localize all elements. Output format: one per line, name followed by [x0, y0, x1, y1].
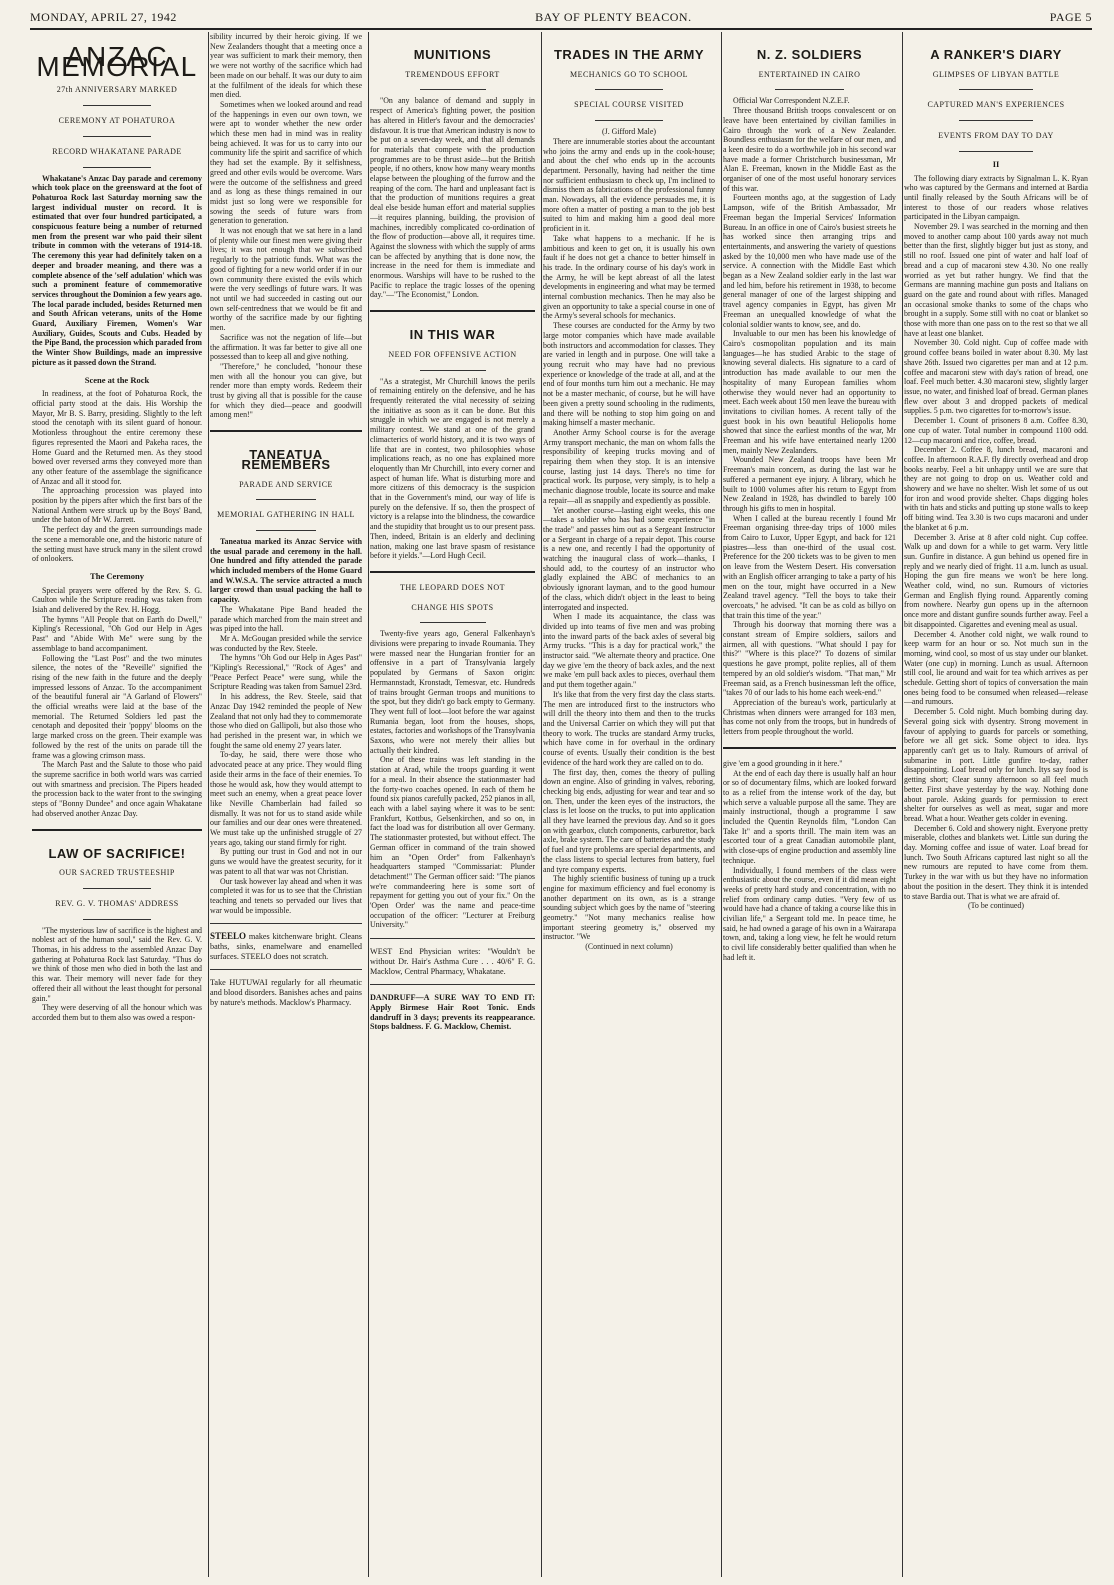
article-paragraph: November 30. Cold night. Cup of coffee made with ground coffee beans boiled in water about 8.30. My last shave 26th. Issued two cigarettes per man and at 12 p.m. coffee and macaroni stew with day's ration of bread, one loaf. Feel much better. 4.30 macaroni stew, slightly larger issue, no water, and finished loaf of bread. German planes flew over about 3 and dropped packets of medical supplies. 5 p.m. two cigarettes for to-morrow's issue.	[904, 338, 1088, 416]
masthead-page-number: PAGE 5	[1049, 10, 1092, 24]
deck-change-spots: CHANGE HIS SPOTS	[411, 602, 494, 612]
article-paragraph: Sometimes when we looked around and read of the happenings in even our own town, we were apt to wonder whether the new order which these men had in mind was in reality being achieved. It was for us to carry into our community life the spirit and sacrifice of which they had set the example. By it selfishness, greed and other evils would be overcome. Wars were the outcome of the selfishness and greed and as long as these things remained in our midst just so long were we responsible for sowing the seeds of future wars from generation to generation.	[210, 99, 362, 226]
section-rule	[723, 747, 896, 749]
headline-rankers-diary: A RANKER'S DIARY	[930, 47, 1062, 62]
article-paragraph: To-day, he said, there were those who advocated peace at any price. They would fling aside their arms in the face of their enemies. To those he would ask, how they would attempt to meet such an enemy, when a great peace lover like Neville Chamberlain had failed so dismally. It was not for us to stand aside while our families and our dear ones were threatened. We must take up the unfinished struggle of 27 years ago, taking our stand firmly for right.	[210, 750, 362, 847]
divider	[83, 888, 151, 889]
article-paragraph: December 3. Arise at 8 after cold night. Cup coffee. Walk up and down for a while to get warm. Very little sun. Gunfire in distance. A gun behind us opened fire in reply and we nearly died of fright. 11 a.m. lunch as usual. Hoping the gun fire means we won't be here long. Weather cold, wind, no sun. Rumours of victories German and English flying round. Apparently coming from nowhere. Nearby gun opens up in the afternoon once more and distant gunfire sounds further away. Feel a bit disappointed. Cigarettes and evening meal as usual.	[904, 532, 1088, 629]
deck-record-parade: RECORD WHAKATANE PARADE	[52, 146, 182, 156]
ad-rule	[210, 923, 362, 924]
column-munitions	[370, 32, 542, 1577]
article-paragraph: These courses are conducted for the Army by two large motor companies which have made available both instructors and accommodation for classes. They are varied in length and in purpose. One will take a young recruit who may have had no previous experience or knowledge of the trade at all, and at the end of four months turn him out a mechanic. He may not be a master mechanic, of course, but he will have been given a pretty sound schooling in the rudiments, and there will be nothing to stop him going on and making himself a master mechanic.	[543, 321, 715, 428]
divider	[256, 530, 317, 531]
article-paragraph: give 'em a good grounding in it here."	[723, 758, 843, 768]
article-paragraph: When I called at the bureau recently I found Mr Freeman organising three-day trips of 1000 miles from Cairo to Luxor, Upper Egypt, and back for 121 piastres—less than one-third of the usual cost. Preference for the 200 tickets was to be given to men on leave from the Western Desert. His conversation with an English officer arranging to take a party of his men on the tour, might have occurred in a New Zealand travel agency. "Tell the boys to take their overcoats," he advised. "It can be as cold as billyo on that train this time of the year."	[723, 513, 896, 620]
ad-text: makes kitchenware bright. Cleans baths, sinks, enamelware and enamelled surfaces. STEELO does not scratch.	[210, 932, 362, 961]
deck-ceremony-pohaturoa: CEREMONY AT POHATUROA	[58, 116, 176, 126]
headline-trades-in-army: TRADES IN THE ARMY	[553, 47, 705, 62]
article-paragraph: December 2. Coffee 8, lunch bread, macaroni and coffee. In afternoon R.A.F. fly directly overhead and drop books nearby. Feel a bit unhappy until we are sure that they are not going to drop on us. Weather cold and showery and we have no shelter. Wish let some of us out for iron and wood provide shelter. Chaps digging holes with tin hats and sticks and putting up stone walls to keep off biting wind. Tea 3.30 is two cups macaroni and under the blanket at 6 p.m.	[904, 445, 1088, 532]
article-paragraph: December 6. Cold and showery night. Everyone pretty miserable, clothes and blankets wet. Little sun during the day. Morning coffee and issue of water. Loaf bread for lunch. Two South Africans captured last night so all the new rumours are reputed to have come from them. Turkey in the war with us but they have no information about the position in the desert. They think it is intended to stave Bardia out. That is what we are afraid of.	[904, 823, 1088, 901]
article-paragraph: Appreciation of the bureau's work, particularly at Christmas when dinners were arranged for 183 men, has come not only from the troops, but in hundreds of letters from people throughout the world.	[723, 698, 896, 737]
divider	[83, 919, 151, 920]
divider	[420, 370, 486, 371]
article-paragraph: Sacrifice was not the negation of life—but the affirmation. It was far better to give all one possessed than to keep all and give nothing.	[210, 332, 362, 362]
article-paragraph: Our task however lay ahead and when it was completed it was for us to see that the Christian teaching and tenets so pervaded our lives that war would be impossible.	[210, 876, 362, 915]
article-paragraph: Wounded New Zealand troops have been Mr Freeman's main concern, as during the last war he suffered a permanent eye injury. A library, which he built to 1000 volumes after his return to Egypt from New Zealand in 1928, has dwindled to barely 100 through his gifts to men in hospital.	[723, 455, 896, 513]
divider	[959, 151, 1033, 152]
continued-note: (Continued in next column)	[585, 942, 673, 952]
article-paragraph: sibility incurred by their heroic giving. If we New Zealanders thought that a meeting once a year was sufficient to mark their memory, then we were not worthy of the sacrifice which had been made on our behalf. It was our duty to aim at the fulfilment of the ideals for which these men died.	[210, 32, 362, 100]
deck-parade-service: PARADE AND SERVICE	[239, 479, 333, 489]
masthead	[30, 6, 1092, 30]
headline-munitions: MUNITIONS	[413, 47, 492, 62]
divider	[959, 89, 1033, 90]
article-paragraph: Yet another course—lasting eight weeks, this one—takes a soldier who has had some experience "in the trade" and passes him out as a Sergeant Instructor or a Sergeant in charge of a repair depot. This course is a new one, and recently I had the opportunity of watching the inaugural class of work—thanks, I should add, to the courtesy of an instructor who gladly explained the ABC of mechanics to an obviously ignorant layman, and to the good humour of the class, which didn't object in the least to being interrogated and inspected.	[543, 505, 715, 612]
article-paragraph: December 4. Another cold night, we walk round to keep warm for an hour or so. Not much sun in the morning, wind cool, so most of us stay under our blanket. Water (one cup) in morning. Lunch as usual. Afternoon still cool, lie around and wait for tea which arrives as per schedule. Getting short of topics of conversation the main ones being food to be consumed when released—release—and rumours.	[904, 629, 1088, 707]
article-paragraph: By putting our trust in God and not in our guns we would have the greatest security, for it was patent to all that war was not Christian.	[210, 847, 362, 876]
advertisement-dandruff: DANDRUFF—A SURE WAY TO END IT: Apply Birmese Hair Root Tonic. Ends dandruff in 3 days; prevents its reappearance. Stops baldness. F. G. Macklow, Chemist.	[370, 993, 535, 1032]
divider	[420, 622, 486, 623]
deck-sacred-trusteeship: OUR SACRED TRUSTEESHIP	[59, 868, 175, 878]
article-paragraph: In readiness, at the foot of Pohaturoa Rock, the official party stood at the dais. His Worship the Mayor, Mr B. S. Barry, presiding. Slightly to the left stood the cenotaph with its silent guard of honour. Motionless throughout the entire ceremony these figures represented the Maori and Pakeha races, the Home Guard and the Returned men. As they stood bowed over reversed arms they conveyed more than any other feature of the assemblage the significance of Anzac and all it stood for.	[32, 389, 202, 486]
headline-taneatua-remembers: TANEATUA REMEMBERS	[241, 447, 331, 472]
article-paragraph: The first day, then, comes the theory of pulling down an engine. Also of grinding in valves, reboring, checking big ends, adjusting for wear and tear and so on. Then, under the keen eyes of the instructors, the class is let loose on the trucks, to put into application all they have learned the previous day. And so it goes on with gearbox, clutch components, carburettor, back axle, brake system. The care of batteries and the study of fuel and tyre problems are special departments, and the class listens to special lectures from battery, fuel and tyre company experts.	[543, 767, 715, 874]
article-paragraph: Take what happens to a mechanic. If he is ambitious and keen to get on, it is usually his own fault if he does not get a chance to better himself in his trade. In the ordinary course of his day's work in the Army, he will be kept abreast of all the latest developments in engineering and what may be termed internal combustion mechanics. Then he may also be given an opportunity to take a special course in one of the Army's several schools for mechanics.	[543, 233, 715, 321]
article-paragraph: It's like that from the very first day the class starts. The men are introduced first to the instructors who will drill the theory into them and then to the trucks and the Universal Carrier on which they will put that theory to work. The trucks are standard Army trucks, which have come in for overhaul in the ordinary course of events. Usually their condition is the best evidence of the hard work they are called on to do.	[543, 689, 715, 767]
headline-anzac-memorial: ANZAC MEMORIAL	[36, 41, 198, 82]
column-anzac-memorial	[32, 32, 209, 1577]
divider	[959, 120, 1033, 121]
article-paragraph: Another Army School course is for the average Army transport mechanic, the man on whom falls the responsibility of keeping trucks moving and of repairing them when they stop. It is an intensive course, lasting just 14 days. There's no time for practical work. Its purpose, very simply, is to help a mechanic diagnose trouble, locate its source and make a repair—all as snappily and expediently as possible.	[543, 427, 715, 505]
masthead-paper-title: BAY OF PLENTY BEACON.	[535, 10, 692, 24]
lead-paragraph: Taneatua marked its Anzac Service with the usual parade and ceremony in the hall. One hundred and fifty attended the parade which included members of the Home Guard and W.W.S.A. The service attracted a much larger crowd than usual packing the hall to capacity.	[210, 536, 362, 605]
deck-special-course: SPECIAL COURSE VISITED	[574, 100, 684, 110]
article-paragraph: "On any balance of demand and supply in respect of America's fighting power, the position has altered in Hitler's favour and the democracies' disfavour. It is true that American industry is now to be put on a seven-day week, and that all demands for materials that compete with the production programmes are to be thrust aside—but the British people, if no others, know how many weary months elapse between the ploughing of the furrow and the reaping of the corn. The hard and unpleasant fact is that the production of munitions requires a great deal else beside human effort and material supplies—it requires planning, building, the provision of machines, incredibly complicated co-ordination of the flow of production—above all, it requires time. Against the slowness with which the supply of arms can be affected by anything that is done now, the increase in the need for them is immediate and enormous. Warships will have to be rushed to the Pacific to replace the tragic losses of the opening day."—"The Economist," London.	[370, 96, 535, 300]
article-paragraph: The March Past and the Salute to those who paid the supreme sacrifice in both world wars was carried out with smartness and precision. The Pipers headed the procession back to the water front to the swinging steps of "Bonny Dundee" and once again Whakatane had observed another Anzac Day.	[32, 760, 202, 818]
column-sacrifice-taneatua	[210, 32, 369, 1577]
column-rankers-diary	[904, 32, 1088, 1577]
column-trades-in-army	[543, 32, 722, 1577]
advertisement-asthma-cure: WEST End Physician writes: "Wouldn't be without Dr. Hair's Asthma Cure . . . 40/6" F. G. Macklow, Central Pharmacy, Whakatane.	[370, 947, 535, 976]
deck-tremendous-effort: TREMENDOUS EFFORT	[405, 69, 500, 79]
article-paragraph: They were deserving of all the honour which was accorded them but to them also was owed a respon-	[32, 1003, 202, 1022]
article-paragraph: The hymns "Oh God our Help in Ages Past" "Kipling's Recessional," "Rock of Ages" and "Peace Perfect Peace" were sung, while the Scripture Reading was taken from Samuel 23rd.	[210, 653, 362, 692]
headline-law-of-sacrifice: LAW OF SACRIFICE!	[48, 845, 186, 861]
article-paragraph: "As a strategist, Mr Churchill knows the perils of remaining entirely on the defensive, and he has frequently reiterated the vital necessity of seizing the initiative as soon as it can be done. But this struggle in which we are engaged is not merely a military contest. We stand at one of the grand climacterics of world history, and it is two ways of life that are in contest, two philosophies whose implications reach, as no one has explained more eloquently than Mr Churchill, into every corner and aspect of human life. What is disturbing more and more citizens of this democracy is the suspicion that in the Government's mind, our way of life is purely on the defensive. If so, then the prospect of victory is a relapse into the blindness, the cowardice and the stupidity that brought us to our present pass. Then, indeed, Britain is an elderly and declining nation, making one last brave spasm of resistance before it yields."—Lord Hugh Cecil.	[370, 376, 535, 561]
ad-rule	[210, 969, 362, 970]
continued-note: (To be continued)	[968, 901, 1024, 911]
ad-rule	[370, 984, 535, 985]
article-paragraph: At the end of each day there is usually half an hour or so of documentary films, which are looked forward to as a relief from the intense work of the day, but which serve a valuable purpose all the same. They are mainly instructional, though a programme I saw included the Quentin Reynolds film, "London Can Take It" and a sports thrill. The main item was an escorted tour of a great Canadian automobile plant, with close-ups of engine production and assembly line technique.	[723, 768, 896, 865]
byline: Official War Correspondent N.Z.E.F.	[733, 96, 850, 106]
ad-rule	[370, 938, 535, 939]
article-paragraph: One of these trains was left standing in the station at Arad, while the troops guarding it went for a meal. In their absence the stationmaster had the forty-two coaches opened. In each of them he found six pianos carefully packed, 252 pianos in all, each with a label saying where it was to be sent: Frankfurt, Kottbus, Gelsenkirchen, and so on, in fact the load was for distribution all over Germany. The stationmaster protested, but without effect. The German officer in command of the train showed him an "Open Order" from Falkenhayn's headquarters stamped "Commissariat: Plunder detachment!" The German officer said: "The pianos we're commandeering here is some sort of repayment for getting you out of your fix." On the 'Open Order' was the name and peace-time occupation of the officer: "Lecturer at Freiburg University."	[370, 755, 535, 930]
advertisement-steelo	[210, 932, 362, 961]
article-paragraph: December 5. Cold night. Much bombing during day. Several going sick with dysentry. Strong movement in favour of applying to guards for parcels or something, before we all get sick. Some object to idea. Itys apparently can't get us to Italy. Rumours of arrival of submarine in port. Little gunfire to-day, rather disappointing. Loaf bread only for lunch. Itys say food is getting short; Clear sunny afternoon so all feel much better. First shave yesterday by the way. Nothing done about parole. Asking guards for permission to erect shelter for ourselves as well as meat, sugar and more bread. What a hour. Weather gets colder in evening.	[904, 707, 1088, 823]
deck-mechanics-school: MECHANICS GO TO SCHOOL	[569, 69, 689, 79]
lead-paragraph: Whakatane's Anzac Day parade and ceremony which took place on the greensward at the foot of Pohaturoa Rock last Saturday morning saw the largest individual muster on record. It is estimated that over four hundred participated, a conspicuous feature being a number of returned men from the present war who paid their silent tribute in common with the veterans of 1914-18. The ceremony this year had definitely taken on a deeper and broader meaning, and there was a complete absence of the 'self adulation' which was such a prominent feature of commemorative services throughout the Dominion a few years ago. The local parade included, besides Returned men and South African veterans, units of the Home Guard, Auxiliary Firemen, Women's War Auxiliary, Guides, Scouts and Cubs. Headed by the Pipe Band, the procession which paraded from the Winter Show Buildings, made an impressive picture as it passed down the Strand.	[32, 173, 202, 367]
subhead-scene-at-rock: Scene at the Rock	[84, 374, 150, 385]
article-paragraph: December 1. Count of prisoners 8 a.m. Coffee 8.30, one cup of water. Total number in compound 1100 odd. 12—cup macaroni and rice, coffee, bread.	[904, 416, 1088, 445]
article-paragraph: The approaching procession was played into position by the pipers after which the first bars of the National Anthem were struck up by the Boys' Band, under the baton of Mr W. Jarrett.	[32, 486, 202, 525]
divider	[83, 167, 151, 168]
article-paragraph: It was not enough that we sat here in a land of plenty while our finest men were giving their lives; it was not enough that we subscribed regularly to the patriotic funds. What was the good of fighting for a new world order if in our own community there existed the evils which were the very seedlings of future wars. It was not until we had succeeded in casting out our own self-centredness that we would be fit and worthy of the sacrifice made by our fighting men.	[210, 226, 362, 333]
article-paragraph: The Whakatane Pipe Band headed the parade which marched from the main street and was piped into the hall.	[210, 604, 362, 634]
advertisement-hutuwai: Take HUTUWAI regularly for all rheumatic and blood disorders. Banishes aches and pains by nature's methods. Macklow's Pharmacy.	[210, 978, 362, 1007]
article-paragraph: Through his doorway that morning there was a constant stream of Empire soldiers, sailors and airmen, all with questions. "What should I pay for this?" "Where is this place?" To dozens of similar questions he gave prompt, polite replies, all of them tempered by an old soldier's wisdom. "That man," Mr Freeman said, as a French businessman left the office, "takes 70 of our lads to his home each week-end."	[723, 620, 896, 698]
deck-offensive-action: NEED FOR OFFENSIVE ACTION	[388, 349, 517, 359]
article-paragraph: Mr A. McGougan presided while the service was conducted by the Rev. Steele.	[210, 633, 362, 653]
article-paragraph: "The mysterious law of sacrifice is the highest and noblest act of the human soul," said the Rev. G. V. Thomas, in his address to the assembled Anzac Day gathering at Pohaturoa Rock last Saturday. "Thus do we think of those men who died in both the last and this war. Their memory will never fade for they offered their all without the least thought for personal gain."	[32, 925, 202, 1003]
divider	[595, 89, 664, 90]
article-paragraph: In his address, the Rev. Steele, said that Anzac Day 1942 reminded the people of New Zealand that not only had they to commemorate those who died on Gallipoli, but also those who had perished in the present war, in which we fought the same old enemy 27 years later.	[210, 692, 362, 750]
article-paragraph: The highly scientific business of tuning up a truck engine for maximum efficiency and fuel economy is another department on its own, as is a strange sounding subject which goes by the name of "steering geometry." "Not many mechanics realise how important steering geometry is," observed my instructor. "We	[543, 874, 715, 942]
article-paragraph: "Therefore," he concluded, "honour these men with all the honour you can give, but render more than empty words. Redeem their trust by giving all that is possible for the cause for which they died—peace and goodwill among men!"	[210, 361, 362, 420]
column-nz-soldiers	[723, 32, 903, 1577]
masthead-date: MONDAY, APRIL 27, 1942	[30, 10, 177, 24]
article-paragraph: Invaluable to our men has been his knowledge of Cairo's cosmopolitan population and its main languages—he has studied Arabic to the stage of knowing several dialects. His signature to a card of introduction has made available to our men the hospitality of many European families whom otherwise they would never had an opportunity to meet. Each week about 150 men leave the bureau with invitations to civilian homes. A recent tally of the guest book in his own beautiful Heliopolis home showed that since the earliest months of the war, Mr Freeman and his wife have entertained nearly 1200 men, mainly New Zealanders.	[723, 329, 896, 455]
article-paragraph: Individually, I found members of the class were enthusiastic about the course, even if it did mean eight weeks of pretty hard study and concentration, with no relief from ordinary camp duties. "Very few of us would have had a chance of taking a course like this in civilian life," a Sergeant told me. In peace time, he said, he had owned a garage of his own in a Wairarapa town, and, taking a long view, he felt he would return to civil life considerably better qualified than when he had left it.	[723, 865, 896, 962]
subhead-the-ceremony: The Ceremony	[90, 570, 144, 581]
section-rule	[32, 829, 202, 831]
divider	[775, 89, 844, 90]
byline: (J. Gifford Male)	[602, 127, 656, 137]
article-paragraph: There are innumerable stories about the accountant who joins the army and ends up in the cook-house; and about the chef who ends up in the accounts department. Personally, having had neither the time nor sufficient enthusiasm to check up, I'm inclined to dismiss them as fabrications of the professional funny man. Nowadays, all the evidence persuades me, it is more often a matter of posting a man to the job best suited to him and making him a good deal more proficient in it.	[543, 136, 715, 234]
article-paragraph: When I made its acquaintance, the class was divided up into teams of five men and was probing into the inward parts of the back axles of several big Army trucks. "This is a day for practical work," the instructor said. "We alternate theory and practice. One day we give 'em the theory of back axles, and the next we make 'em pull back axles to pieces, overhaul them and put them together again."	[543, 612, 715, 690]
article-paragraph: Three thousand British troops convalescent or on leave have been entertained by civilian families in Cairo through the work of a New Zealander. Boundless enthusiasm for the welfare of our men, and a keen desire to do a worthwhile job in his second war have made a former Christchurch businessman, Mr Alan E. Freeman, known in the Middle East as the organiser of one of the most useful honorary services of this war.	[723, 106, 896, 193]
deck-memorial-gathering: MEMORIAL GATHERING IN HALL	[217, 510, 355, 520]
article-paragraph: Following the "Last Post" and the two minutes silence, the notes of the "Reveille" signified the rising of the new faith in the future and the deeply impressed lessons of Anzac. To the accompaniment of the beautiful funeral air "A Garland of Flowers" the official wreaths were laid at the base of the memorial. The Returned Soldiers led past the cenotaph and deposited their 'poppy' blooms on the large marked cross on the green. Their example was followed by the rest of the units on parade till the frame was a glowing crimson mass.	[32, 653, 202, 760]
deck-27th-anniversary: 27th ANNIVERSARY MARKED	[56, 85, 178, 95]
deck-libyan-battle: GLIMPSES OF LIBYAN BATTLE	[932, 69, 1060, 79]
section-rule	[210, 430, 362, 432]
divider	[83, 105, 151, 106]
deck-thomas-address: REV. G. V. THOMAS' ADDRESS	[55, 898, 179, 908]
deck-leopard-spots: THE LEOPARD DOES NOT	[399, 582, 506, 592]
article-paragraph: The following diary extracts by Signalman L. K. Ryan who was captured by the Germans and interned at Bardia until finally released by the South Africans will be of interest to those of our readers whose relatives participated in the Libyan campaign.	[904, 173, 1088, 222]
article-paragraph: Fourteen months ago, at the suggestion of Lady Lampson, wife of the British Ambassador, Mr Freeman began the Imperial Services' Information Bureau. In an office in one of Cairo's busiest streets he has worked since then arranging trips and entertainments, and answering the variety of questions asked by the 10,000 men who have made use of the service. A connection with the Middle East which began as a New Zealand soldier early in the last war and led him, before his retirement in 1938, to become general manager of one of the largest shipping and travel agency companies in Egypt, has given Mr Freeman an unequalled knowledge of what the colonial soldier wants to know, see, and do.	[723, 193, 896, 329]
headline-nz-soldiers: N. Z. SOLDIERS	[756, 47, 863, 62]
headline-in-this-war: IN THIS WAR	[409, 327, 496, 343]
divider	[256, 499, 317, 500]
divider	[420, 89, 486, 90]
deck-day-to-day: EVENTS FROM DAY TO DAY	[938, 131, 1054, 141]
article-paragraph: The hymns "All People that on Earth do Dwell," Kipling's Recessional, "Oh God our Help in Ages Past" and "Abide With Me" were sung by the assemblage to band accompaniment.	[32, 614, 202, 653]
article-paragraph: Twenty-five years ago, General Falkenhayn's divisions were preparing to invade Roumania. They were massed near the Hungarian frontier for an offensive in a part of Transylvania largely populated by Germans of Saxon origin: Hermannstadt, Kronstadt, Temesvar, etc. Hundreds of trains brought German troops and munitions to the spot, but they didn't go back empty to Germany. They went full of loot—loot before the war against Rumania began, loot from the houses, shops, estates, factories and workshops of the Transylvania Saxons, who were not merely their allies but actually their kindred.	[370, 629, 535, 755]
divider	[595, 120, 664, 121]
deck-entertained-cairo: ENTERTAINED IN CAIRO	[758, 69, 861, 79]
article-paragraph: Special prayers were offered by the Rev. S. G. Caulton while the Scripture reading was taken from Isiah and delivered by the Rev. H. Hogg.	[32, 585, 202, 615]
part-numeral: II	[992, 158, 1000, 169]
section-rule	[370, 310, 535, 312]
divider	[83, 136, 151, 137]
article-paragraph: The perfect day and the green surroundings made the scene a memorable one, and the historic nature of the setting must have struck many in the silent crowd of onlookers.	[32, 525, 202, 564]
article-paragraph: November 29. I was searched in the morning and then moved to another camp about 100 yards away not much better than the first, slightly bigger but just as stony, and still no roof. Issued one pint of water and half loaf of bread and a cup of macaroni stew 4.30. No one really worried as yet but rather hungry. We find that the Germans are manning machine gun posts and Italians on guard on the gate and round about with rifles. Managed an occasional smoke thanks to some of the chaps who brought in a supply. Some still with no coat or blanket so those with more than one pass on to the rest so that we all have at least one blanket.	[904, 222, 1088, 338]
deck-captured-man: CAPTURED MAN'S EXPERIENCES	[927, 100, 1065, 110]
ad-brand: STEELO	[210, 931, 247, 942]
section-rule	[370, 571, 535, 573]
